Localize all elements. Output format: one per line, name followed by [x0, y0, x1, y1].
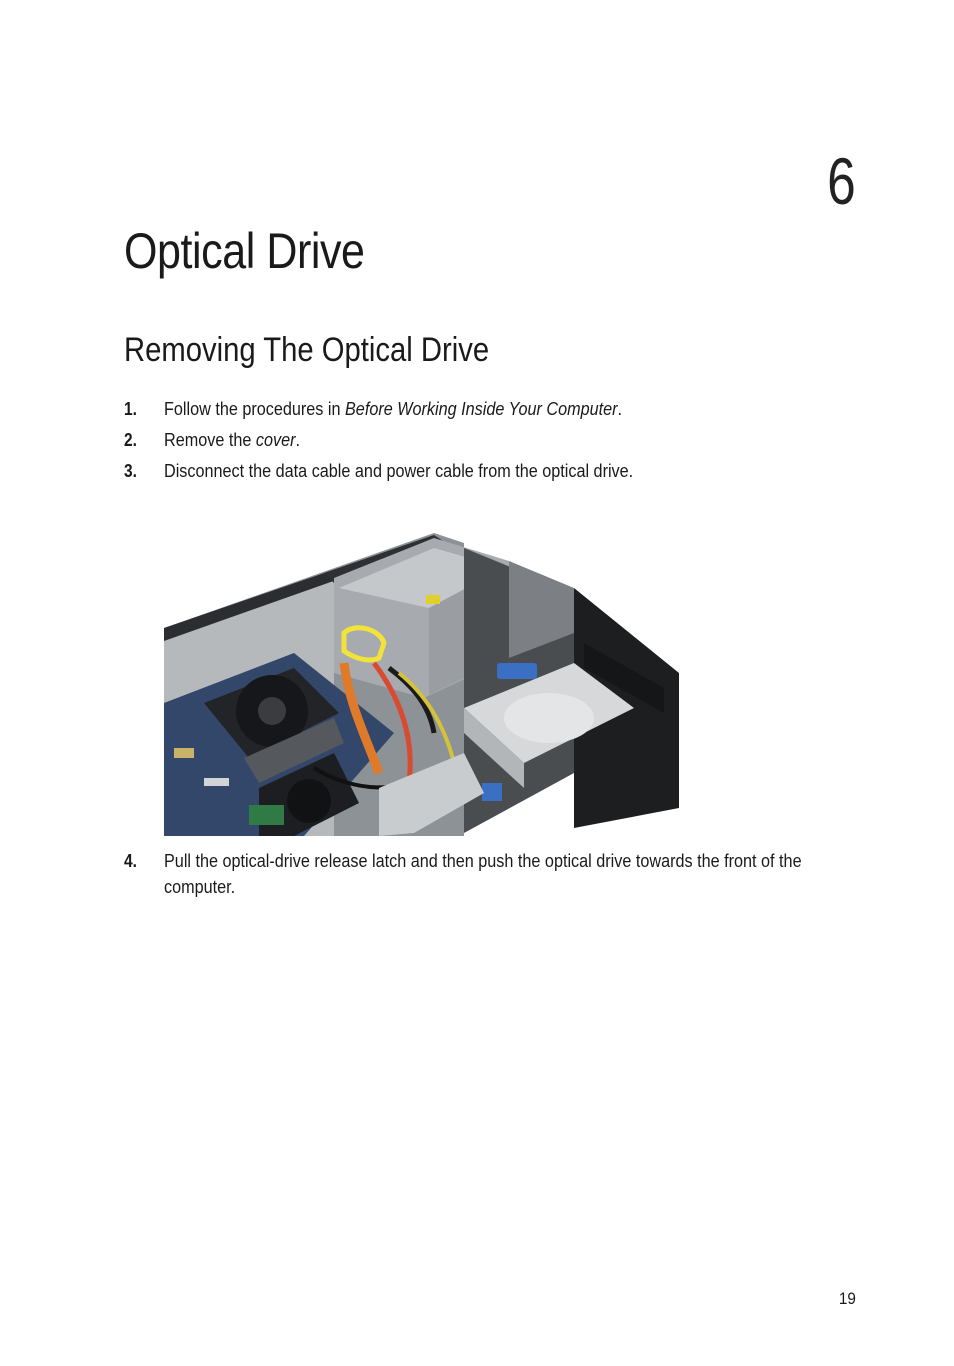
- chapter-number: 6: [827, 144, 856, 218]
- step-number: 1.: [124, 399, 137, 419]
- step-1: [124, 396, 929, 422]
- step-text: Pull the optical-drive release latch and then push the optical drive towards the front of the computer.: [164, 851, 802, 897]
- computer-interior-photo: [164, 533, 679, 836]
- page-number: 19: [838, 1289, 856, 1308]
- cross-reference-link[interactable]: cover: [255, 430, 296, 450]
- step-number: 4.: [124, 851, 137, 871]
- step-text: Follow the procedures in Before Working Inside Your Computer.: [164, 399, 623, 419]
- step-4: [124, 848, 929, 900]
- step-number: 2.: [124, 430, 137, 450]
- step-2: [124, 427, 929, 453]
- cross-reference-link[interactable]: Before Working Inside Your Computer: [344, 399, 618, 419]
- section-title: Removing The Optical Drive: [124, 331, 490, 369]
- step-text: Remove the cover.: [164, 430, 300, 450]
- step-number: 3.: [124, 461, 137, 481]
- step-text: Disconnect the data cable and power cable from the optical drive.: [164, 461, 634, 481]
- step-3: [124, 458, 929, 484]
- chapter-title: Optical Drive: [124, 223, 365, 279]
